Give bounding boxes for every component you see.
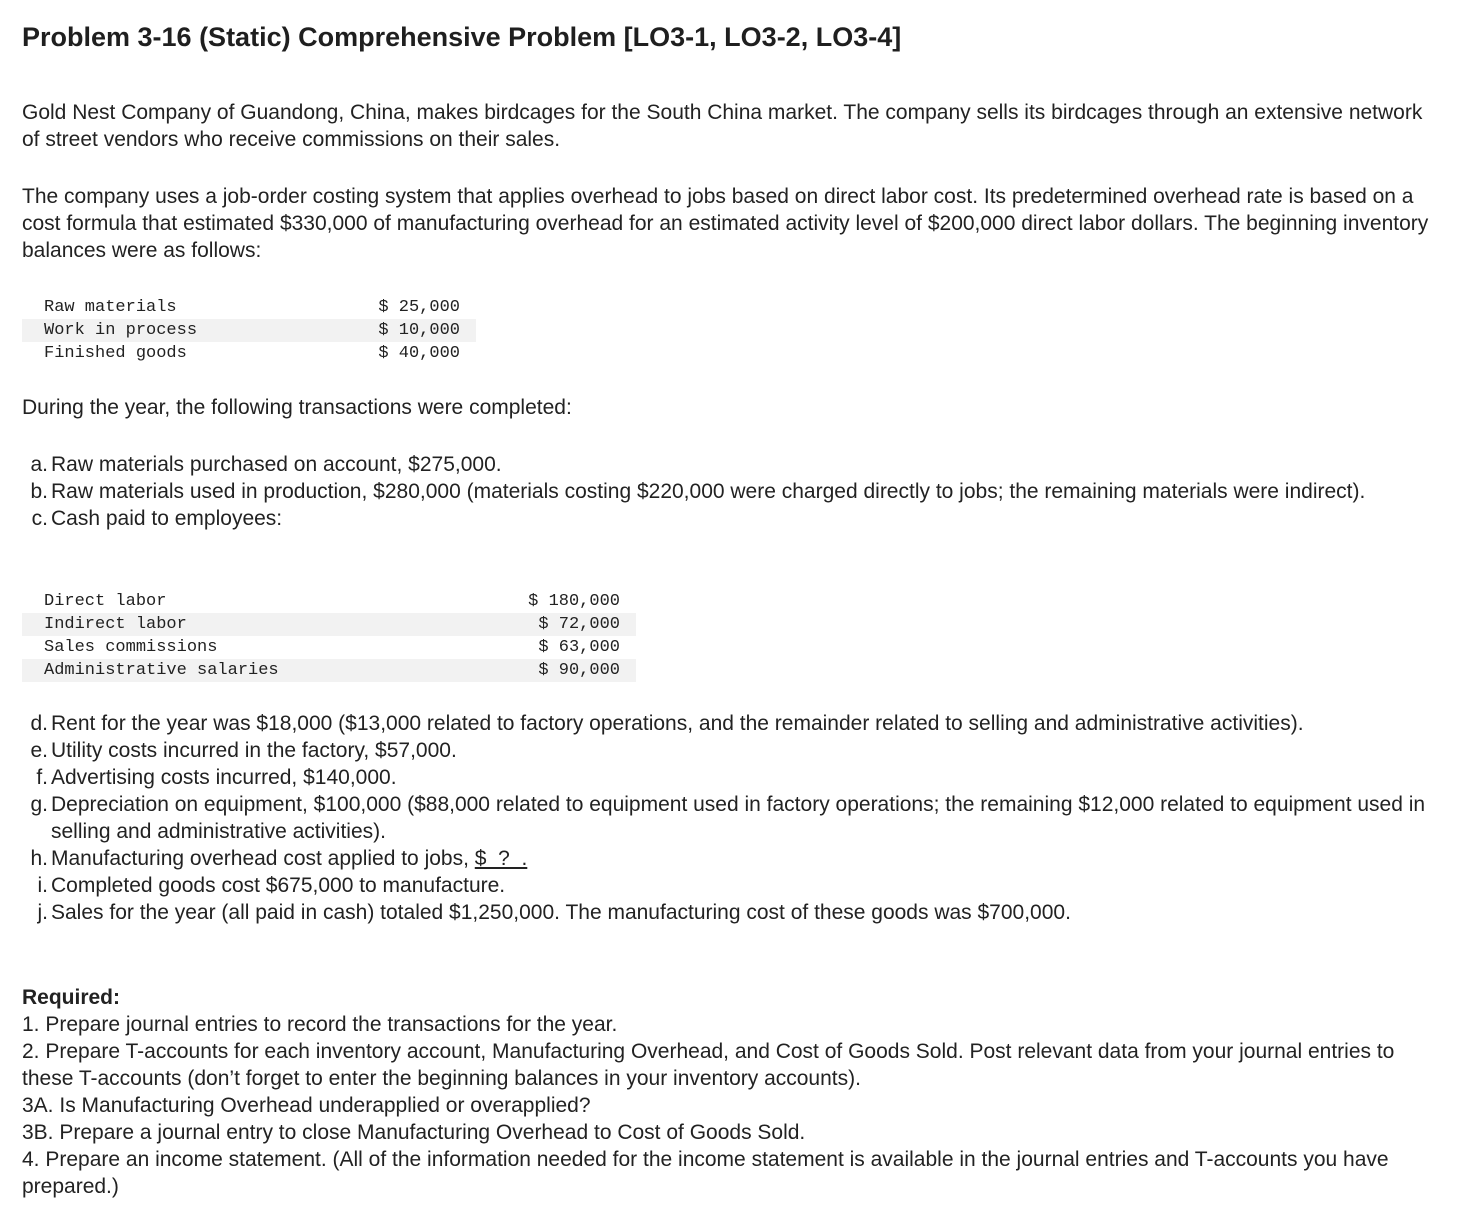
list-text: Rent for the year was $18,000 ($13,000 related to factory operations, and the remainder related to selling and administrative activities). [51,712,1304,735]
payment-label: Administrative salaries [22,659,446,682]
inventory-amount: $ 40,000 [378,344,460,363]
required-heading: Required: [22,986,121,1009]
employee-payments-table [22,590,636,682]
payment-label: Indirect labor [22,613,446,636]
list-text: Raw materials purchased on account, $275,000. [51,453,502,476]
list-marker: a. [30,453,48,476]
list-item [22,478,1442,505]
list-marker: b. [30,480,48,503]
inventory-amount: $ 10,000 [326,319,476,342]
intro-paragraph-1: Gold Nest Company of Guandong, China, makes birdcages for the South China market. The company sells its birdcages through an extensive network of street vendors who receive commissions on their sales. [22,101,1423,151]
table-row [22,659,636,682]
table-row [22,342,476,365]
payment-amount: $ 180,000 [528,592,620,611]
intro-paragraph-2: The company uses a job-order costing system that applies overhead to jobs based on direct labor cost. Its predetermined overhead rate is based on a cost formula that estimated $330,000 of manufacturing overhead for an estimated activity level of $200,000 direct labor dollars. The beginning inventory balances were as follows: [22,185,1429,262]
list-item [22,791,1442,845]
list-item [22,451,1442,478]
list-text: Utility costs incurred in the factory, $57,000. [51,739,457,762]
list-text: Raw materials used in production, $280,000 (materials costing $220,000 were charged directly to jobs; the remaining materials were indirect). [51,480,1366,503]
payment-amount: $ 63,000 [538,638,620,657]
list-marker: d. [30,712,48,735]
payment-label: Sales commissions [44,638,218,657]
list-marker: f. [36,766,48,789]
required-section [22,984,1442,1200]
payment-label: Direct labor [44,592,167,611]
list-item [22,872,1442,899]
page-title: Problem 3-16 (Static) Comprehensive Problem [LO3-1, LO3-2, LO3-4] [22,22,902,52]
list-item [22,899,1442,926]
list-item [22,710,1442,737]
transactions-list-a-c [22,451,1442,532]
list-text: Depreciation on equipment, $100,000 ($88,000 related to equipment used in factory operations; the remaining $12,000 related to equipment used in selling and administrative activities). [51,793,1426,843]
list-text: Manufacturing overhead cost applied to jobs, [51,847,475,870]
list-marker: e. [30,739,48,762]
list-item [22,845,1442,872]
list-text: Completed goods cost $675,000 to manufacture. [51,874,506,897]
payment-amount: $ 72,000 [446,613,636,636]
required-item: 1. Prepare journal entries to record the transactions for the year. [22,1013,618,1036]
required-item: 2. Prepare T-accounts for each inventory account, Manufacturing Overhead, and Cost of Goods Sold. Post relevant data from your journal entries to these T-accounts (don’t forget to enter the beginning balances in your inventory accounts). [22,1040,1395,1090]
list-marker: c. [31,507,48,530]
table-row [22,319,476,342]
required-item: 3A. Is Manufacturing Overhead underapplied or overapplied? [22,1094,591,1117]
answer-blank: $ ? . [474,847,528,870]
inventory-label: Work in process [22,319,326,342]
list-text: Cash paid to employees: [51,507,283,530]
list-text: Sales for the year (all paid in cash) totaled $1,250,000. The manufacturing cost of these goods was $700,000. [51,901,1071,924]
list-text: Advertising costs incurred, $140,000. [51,766,397,789]
inventory-label: Raw materials [44,298,177,317]
list-marker: j. [37,901,48,924]
list-marker: h. [30,847,48,870]
table-row [22,636,636,659]
beginning-inventory-table [22,296,476,365]
payment-amount: $ 90,000 [446,659,636,682]
required-item: 4. Prepare an income statement. (All of the information needed for the income statement is available in the journal entries and T-accounts you have prepared.) [22,1148,1389,1198]
table-row [22,296,476,319]
list-item [22,764,1442,791]
transactions-intro: During the year, the following transactions were completed: [22,396,572,419]
list-marker: i. [37,874,48,897]
list-item [22,737,1442,764]
list-item [22,505,1442,532]
list-marker: g. [30,793,48,816]
table-row [22,590,636,613]
inventory-label: Finished goods [44,344,187,363]
table-row [22,613,636,636]
transactions-list-d-j [22,710,1442,926]
required-item: 3B. Prepare a journal entry to close Manufacturing Overhead to Cost of Goods Sold. [22,1121,806,1144]
inventory-amount: $ 25,000 [378,298,460,317]
